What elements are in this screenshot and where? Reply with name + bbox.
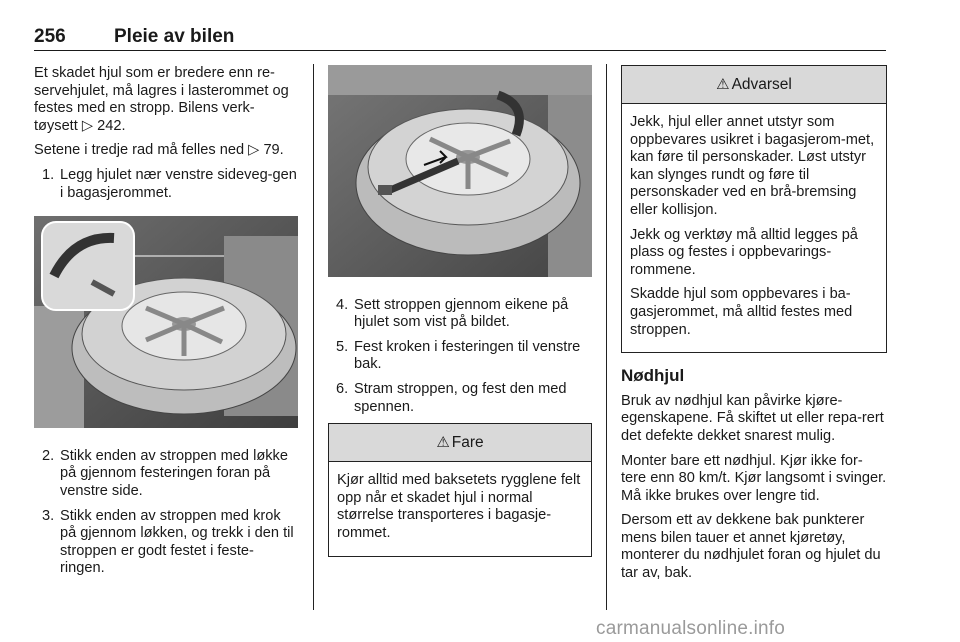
step-item (34, 508, 298, 578)
warning-icon: ⚠ (716, 75, 730, 93)
warning-icon: ⚠ (436, 433, 450, 451)
step-item (34, 448, 298, 501)
advarsel-paragraph: Skadde hjul som oppbevares i ba-gasjerommet, må alltid festes med stroppen. (630, 286, 853, 338)
step-list-c (328, 297, 592, 417)
step-list-b (34, 448, 298, 578)
step-list-a (34, 167, 298, 202)
step-text: Stram stroppen, og fest den med spennen. (354, 380, 567, 415)
step-text: Sett stroppen gjennom eikene på hjulet som vist på bildet. (354, 296, 569, 331)
step-number: 1. (42, 166, 55, 183)
wheel-strap-through-spokes-figure (328, 65, 592, 277)
fare-box (328, 423, 592, 556)
step-number: 4. (336, 296, 349, 313)
page-number: 256 (34, 26, 66, 47)
fare-text: Kjør alltid med baksetets rygglene felt opp når et skadet hjul i normal størrelse transporteres i bagasje-rommet. (337, 472, 581, 541)
step-item (328, 339, 592, 374)
advarsel-title: Advarsel (731, 75, 792, 93)
step-item (328, 297, 592, 332)
wheel-strap-loop-figure (34, 216, 298, 428)
fare-box-header (329, 424, 591, 462)
advarsel-box-header (622, 66, 886, 104)
column-2 (328, 65, 592, 565)
intro-paragraph: Et skadet hjul som er bredere enn re-servehjulet, må lagres i lasterommet og festes med en stropp. Bilens verk-tøysett ▷ 242. (34, 65, 289, 134)
page-title: Pleie av bilen (114, 26, 235, 47)
page-header (34, 26, 886, 52)
column-divider-2 (606, 64, 607, 610)
advarsel-box-body (622, 104, 886, 352)
column-3 (621, 65, 887, 590)
step-number: 3. (42, 507, 55, 524)
advarsel-box (621, 65, 887, 353)
column-divider-1 (313, 64, 314, 610)
watermark: carmanualsonline.info (596, 618, 786, 639)
step-number: 5. (336, 338, 349, 355)
nodhjul-heading: Nødhjul (621, 366, 685, 386)
nodhjul-paragraph: Dersom ett av dekkene bak punkterer mens bilen tauer et annet kjøretøy, monterer du nødhjulet foran og hjulet du tar av, bak. (621, 512, 881, 582)
fare-title: Fare (451, 433, 484, 451)
header-rule (34, 50, 886, 51)
step-number: 2. (42, 447, 55, 464)
step-number: 6. (336, 380, 349, 397)
seats-paragraph: Setene i tredje rad må felles ned ▷ 79. (34, 142, 284, 159)
step-text: Stikk enden av stroppen med krok på gjennom løkken, og trekk i den til stroppen er godt festet i feste-ringen. (60, 507, 294, 577)
step-text: Fest kroken i festeringen til venstre bak. (354, 338, 581, 373)
step-item (328, 381, 592, 416)
fare-box-body (329, 462, 591, 555)
nodhjul-paragraph: Monter bare ett nødhjul. Kjør ikke for-tere enn 80 km/t. Kjør langsomt i svinger. Må ikke brukes over lengre tid. (621, 452, 887, 504)
column-1 (34, 65, 298, 585)
advarsel-paragraph: Jekk og verktøy må alltid legges på plass og festes i oppbevarings-rommene. (630, 226, 858, 278)
nodhjul-paragraph: Bruk av nødhjul kan påvirke kjøre-egenskapene. Få skiftet ut eller repa-rert det defekte dekket snarest mulig. (621, 392, 884, 444)
step-text: Stikk enden av stroppen med løkke på gjennom festeringen foran på venstre side. (60, 447, 288, 499)
step-text: Legg hjulet nær venstre sideveg-gen i bagasjerommet. (60, 166, 297, 201)
step-item (34, 167, 298, 202)
advarsel-paragraph: Jekk, hjul eller annet utstyr som oppbevares usikret i bagasjerom-met, kan føre til personskader. Løst utstyr kan slynges rundt og føre til personskader ved en brå-bremsing eller kollisjon. (630, 114, 875, 218)
